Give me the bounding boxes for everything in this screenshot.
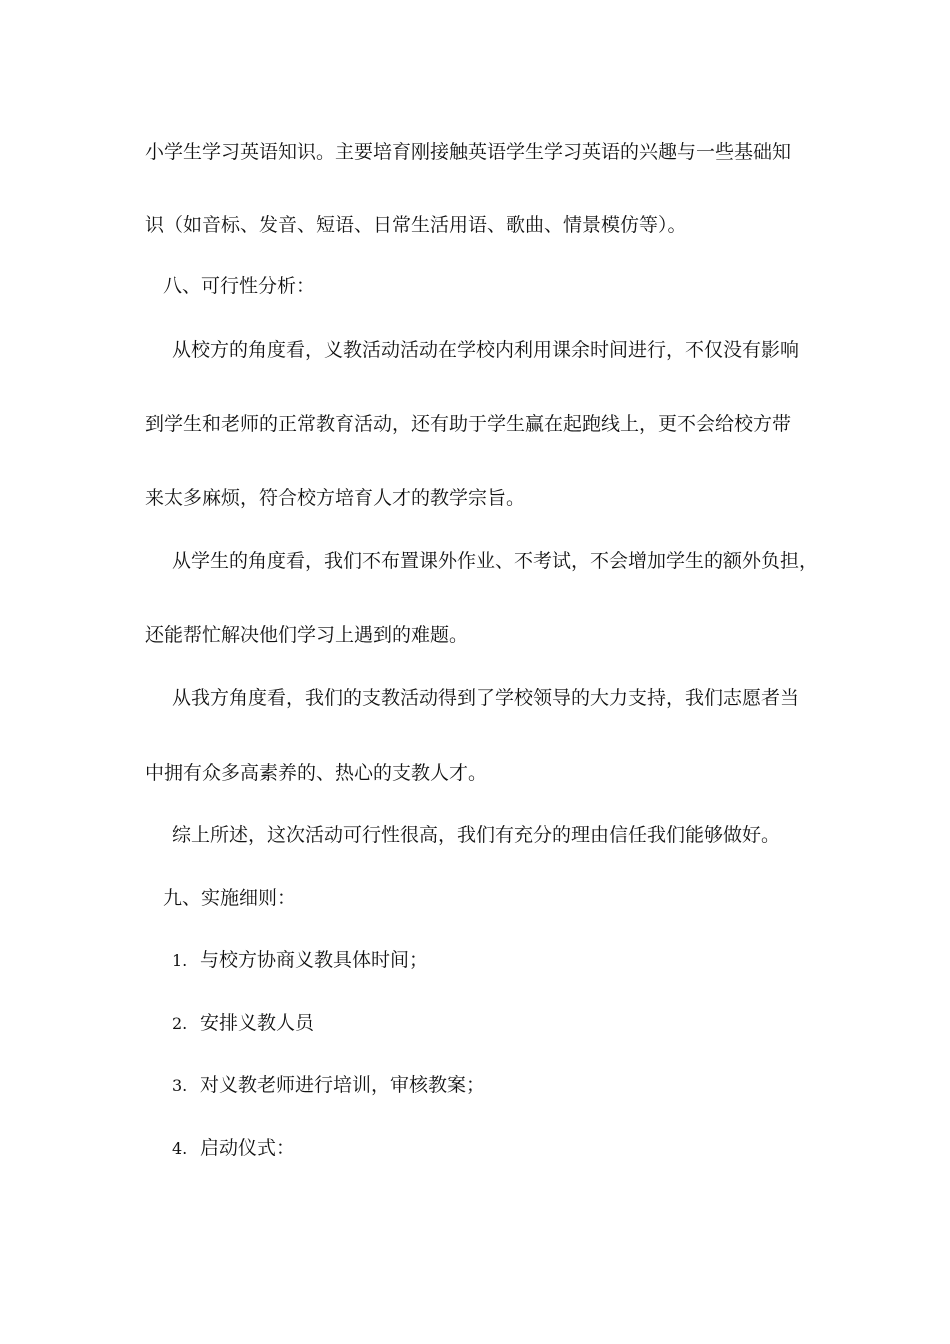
list-item [172,947,428,974]
intro-line-1: 小学生学习英语知识。主要培育刚接触英语学生学习英语的兴趣与一些基础知 [145,141,792,163]
list-item-text: 启动仪式： [200,1137,296,1159]
our-para-line-2: 中拥有众多高素养的、热心的支教人才。 [145,762,488,784]
list-item-number: 4. [172,1139,188,1158]
list-item-text: 与校方协商义教具体时间； [200,949,429,971]
section-8-heading: 八、可行性分析： [163,275,316,297]
list-item-number: 2. [172,1014,188,1033]
school-para-line-3: 来太多麻烦，符合校方培育人才的教学宗旨。 [145,487,526,509]
list-item [172,1010,314,1037]
intro-line-2: 识（如音标、发音、短语、日常生活用语、歌曲、情景模仿等）。 [145,214,687,236]
list-item-text: 对义教老师进行培训，审核教案； [200,1074,486,1096]
school-para-line-2: 到学生和老师的正常教育活动，还有助于学生赢在起跑线上，更不会给校方带 [145,413,792,435]
student-para-line-1: 从学生的角度看，我们不布置课外作业、不考试，不会增加学生的额外负担， [172,550,819,572]
list-item-number: 3. [172,1076,188,1095]
school-para-line-1: 从校方的角度看，义教活动活动在学校内利用课余时间进行，不仅没有影响 [172,339,800,361]
list-item-text: 安排义教人员 [200,1012,315,1034]
section-9-heading: 九、实施细则： [163,887,297,909]
list-item [172,1072,485,1099]
our-para-line-1: 从我方角度看，我们的支教活动得到了学校领导的大力支持，我们志愿者当 [172,687,800,709]
student-para-line-2: 还能帮忙解决他们学习上遇到的难题。 [145,624,469,646]
list-item [172,1135,295,1162]
summary-line: 综上所述，这次活动可行性很高，我们有充分的理由信任我们能够做好。 [172,824,781,846]
list-item-number: 1. [172,951,188,970]
